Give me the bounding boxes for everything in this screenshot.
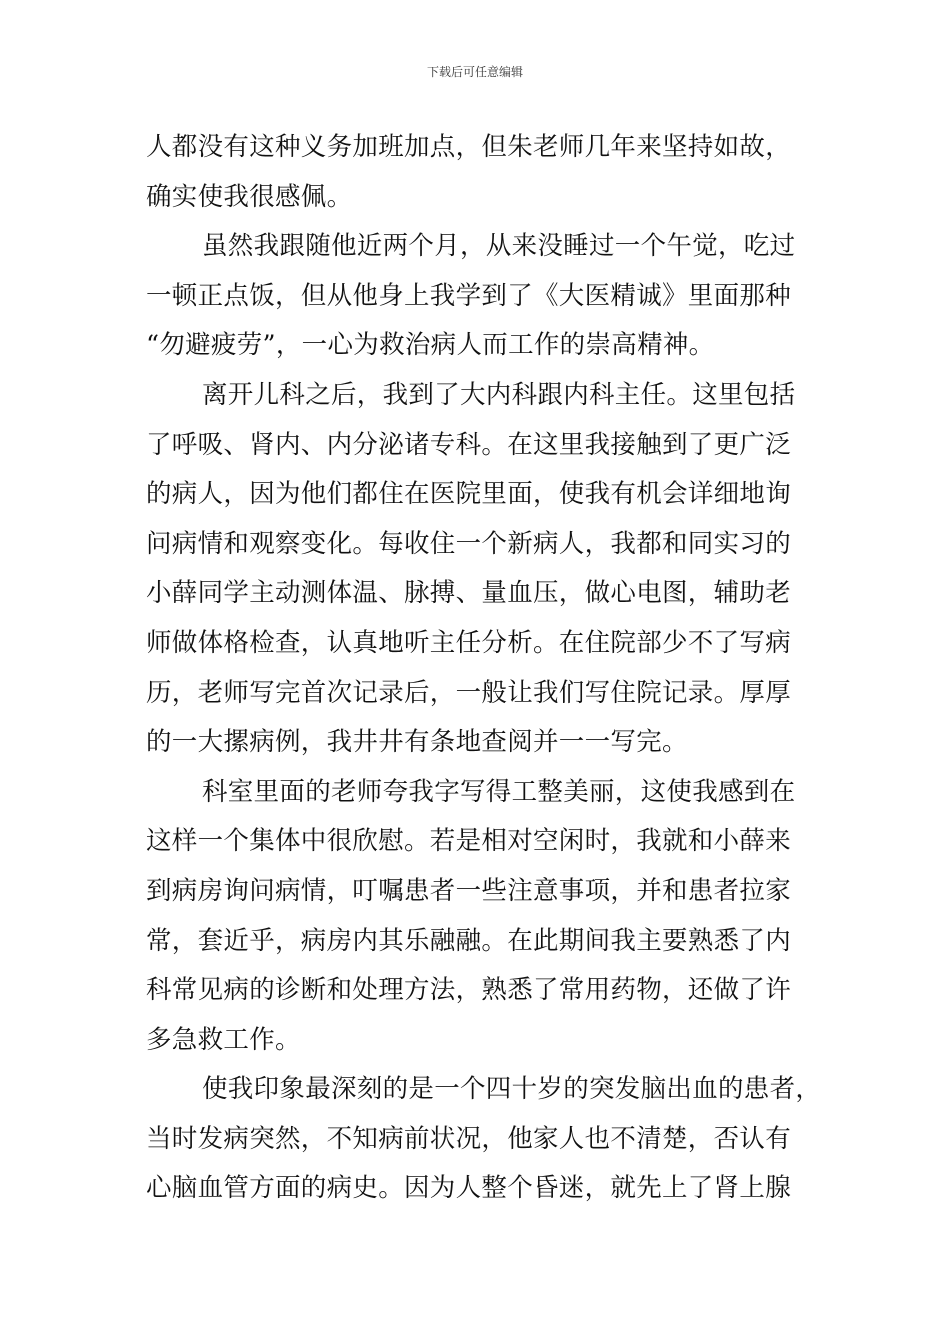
text-line: 师做体格检查，认真地听主任分析。在住院部少不了写病 xyxy=(146,627,792,658)
text-line: 当时发病突然，不知病前状况，他家人也不清楚，否认有 xyxy=(146,1123,792,1154)
text-line: 心脑血管方面的病史。因为人整个昏迷，就先上了肾上腺 xyxy=(146,1173,792,1204)
page-header: 下载后可任意编辑 xyxy=(426,65,523,79)
text-line: 一顿正点饭，但从他身上我学到了《大医精诚》里面那种 xyxy=(146,280,792,311)
text-line: 的一大摞病例，我井井有条地查阅并一一写完。 xyxy=(146,727,688,758)
text-line: 科常见病的诊断和处理方法，熟悉了常用药物，还做了许 xyxy=(146,975,792,1006)
paragraph-first-line: 使我印象最深刻的是一个四十岁的突发脑出血的患者， xyxy=(202,1074,822,1105)
text-line: “勿避疲劳”，一心为救治病人而工作的崇高精神。 xyxy=(146,330,715,361)
paragraph-first-line: 科室里面的老师夸我字写得工整美丽，这使我感到在 xyxy=(202,776,796,807)
document-body xyxy=(146,123,822,1214)
text-line: 这样一个集体中很欣慰。若是相对空闲时，我就和小薛来 xyxy=(146,826,792,857)
text-line: 常，套近乎，病房内其乐融融。在此期间我主要熟悉了内 xyxy=(146,925,792,956)
text-line: 的病人，因为他们都住在医院里面，使我有机会详细地询 xyxy=(146,479,792,510)
paragraph-first-line: 虽然我跟随他近两个月，从来没睡过一个午觉，吃过 xyxy=(202,231,796,262)
text-line: 到病房询问病情，叮嘱患者一些注意事项，并和患者拉家 xyxy=(146,875,792,906)
text-line: 小薛同学主动测体温、脉搏、量血压，做心电图，辅助老 xyxy=(146,578,792,609)
text-line: 了呼吸、肾内、内分泌诸专科。在这里我接触到了更广泛 xyxy=(146,429,792,460)
text-line: 问病情和观察变化。每收住一个新病人，我都和同实习的 xyxy=(146,528,792,559)
text-line: 人都没有这种义务加班加点，但朱老师几年来坚持如故， xyxy=(146,132,792,162)
text-line: 多急救工作。 xyxy=(146,1024,301,1055)
text-line: 确实使我很感佩。 xyxy=(146,181,353,212)
text-line: 历，老师写完首次记录后，一般让我们写住院记录。厚厚 xyxy=(146,677,792,708)
paragraph-first-line: 离开儿科之后，我到了大内科跟内科主任。这里包括 xyxy=(202,379,796,410)
